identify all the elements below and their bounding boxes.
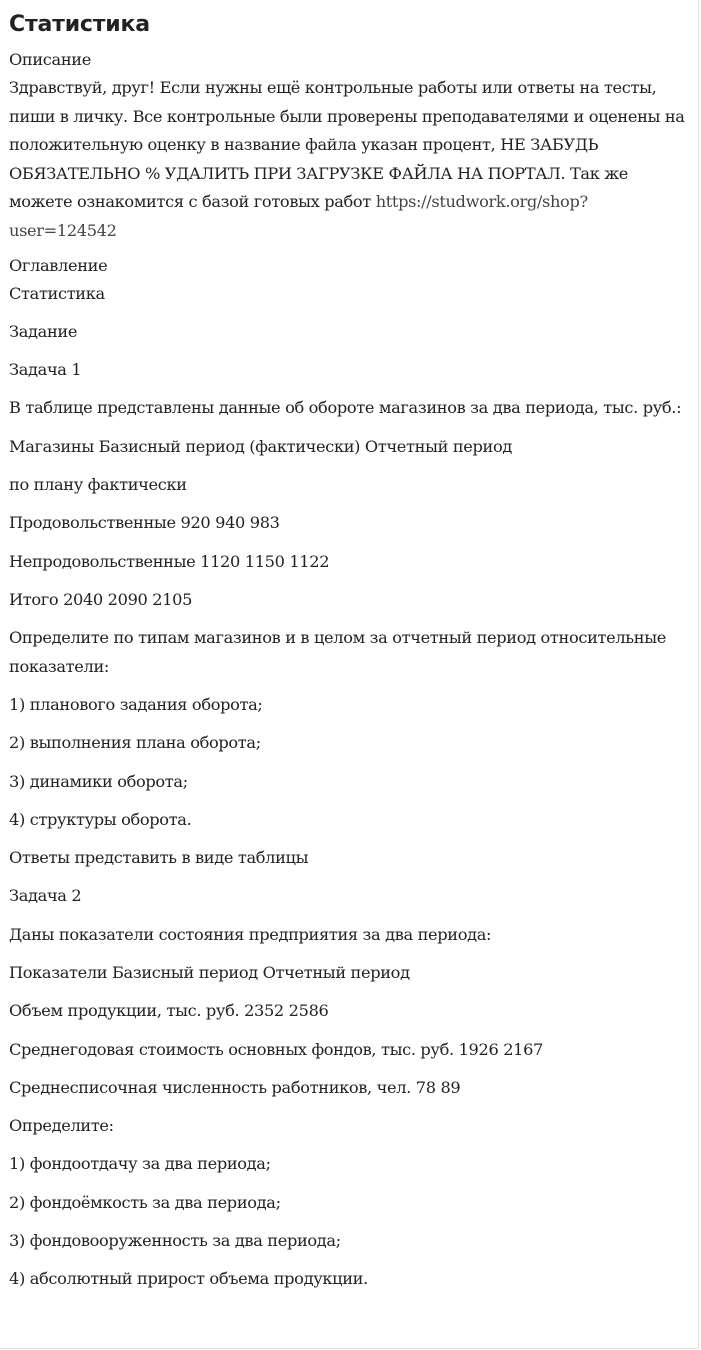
table-1-subheader: по плану фактически <box>9 474 187 494</box>
toc-item-statistics: Статистика <box>9 283 105 303</box>
problem-2-intro: Даны показатели состояния предприятия за два периода: <box>9 924 492 944</box>
table-2-header: Показатели Базисный период Отчетный период <box>9 962 410 982</box>
page-title: Статистика <box>9 12 150 37</box>
problem-1-item-2: 2) выполнения плана оборота; <box>9 733 261 753</box>
document-content <box>9 8 689 1303</box>
heading-task: Задание <box>9 321 78 341</box>
table-2-row-assets: Среднегодовая стоимость основных фондов, тыс. руб. 1926 2167 <box>9 1039 543 1059</box>
table-1-row-nonfood: Непродовольственные 1120 1150 1122 <box>9 551 330 571</box>
problem-2-item-4: 4) абсолютный прирост объема продукции. <box>9 1269 368 1289</box>
problem-1-question: Определите по типам магазинов и в целом за отчетный период относительные показатели: <box>9 628 666 676</box>
table-1-header: Магазины Базисный период (фактически) Отчетный период <box>9 436 512 456</box>
problem-1-item-4: 4) структуры оборота. <box>9 809 192 829</box>
heading-problem-2: Задача 2 <box>9 886 82 906</box>
problem-1-item-1: 1) планового задания оборота; <box>9 694 263 714</box>
problem-1-item-3: 3) динамики оборота; <box>9 771 188 791</box>
table-1-row-food: Продовольственные 920 940 983 <box>9 513 280 533</box>
problem-2-question: Определите: <box>9 1116 114 1136</box>
shop-link[interactable]: https://studwork.org/shop?user=124542 <box>9 192 588 240</box>
problem-2-item-3: 3) фондовооруженность за два периода; <box>9 1230 341 1250</box>
problem-1-note: Ответы представить в виде таблицы <box>9 848 309 868</box>
table-1-row-total: Итого 2040 2090 2105 <box>9 589 193 609</box>
problem-2-item-1: 1) фондоотдачу за два периода; <box>9 1154 271 1174</box>
description-body: Здравствуй, друг! Если нужны ещё контрольные работы или ответы на тесты, пиши в личку. Все контрольные были проверены преподавателями и оценены на положительную оценку в название файла указан процент, НЕ ЗАБУДЬ ОБЯЗАТЕЛЬНО % УДАЛИТЬ ПРИ ЗАГРУЗКЕ ФАЙЛА НА ПОРТАЛ. Так же можете ознакомится с базой готовых работ <box>9 78 685 212</box>
problem-1-intro: В таблице представлены данные об обороте магазинов за два периода, тыс. руб.: <box>9 398 682 418</box>
table-2-row-staff: Среднесписочная численность работников, чел. 78 89 <box>9 1077 461 1097</box>
description-label: Описание <box>9 50 91 69</box>
description-text <box>9 74 689 246</box>
heading-problem-1: Задача 1 <box>9 360 82 380</box>
problem-2-item-2: 2) фондоёмкость за два периода; <box>9 1192 281 1212</box>
toc-label: Оглавление <box>9 255 108 275</box>
table-2-row-output: Объем продукции, тыс. руб. 2352 2586 <box>9 1001 329 1021</box>
